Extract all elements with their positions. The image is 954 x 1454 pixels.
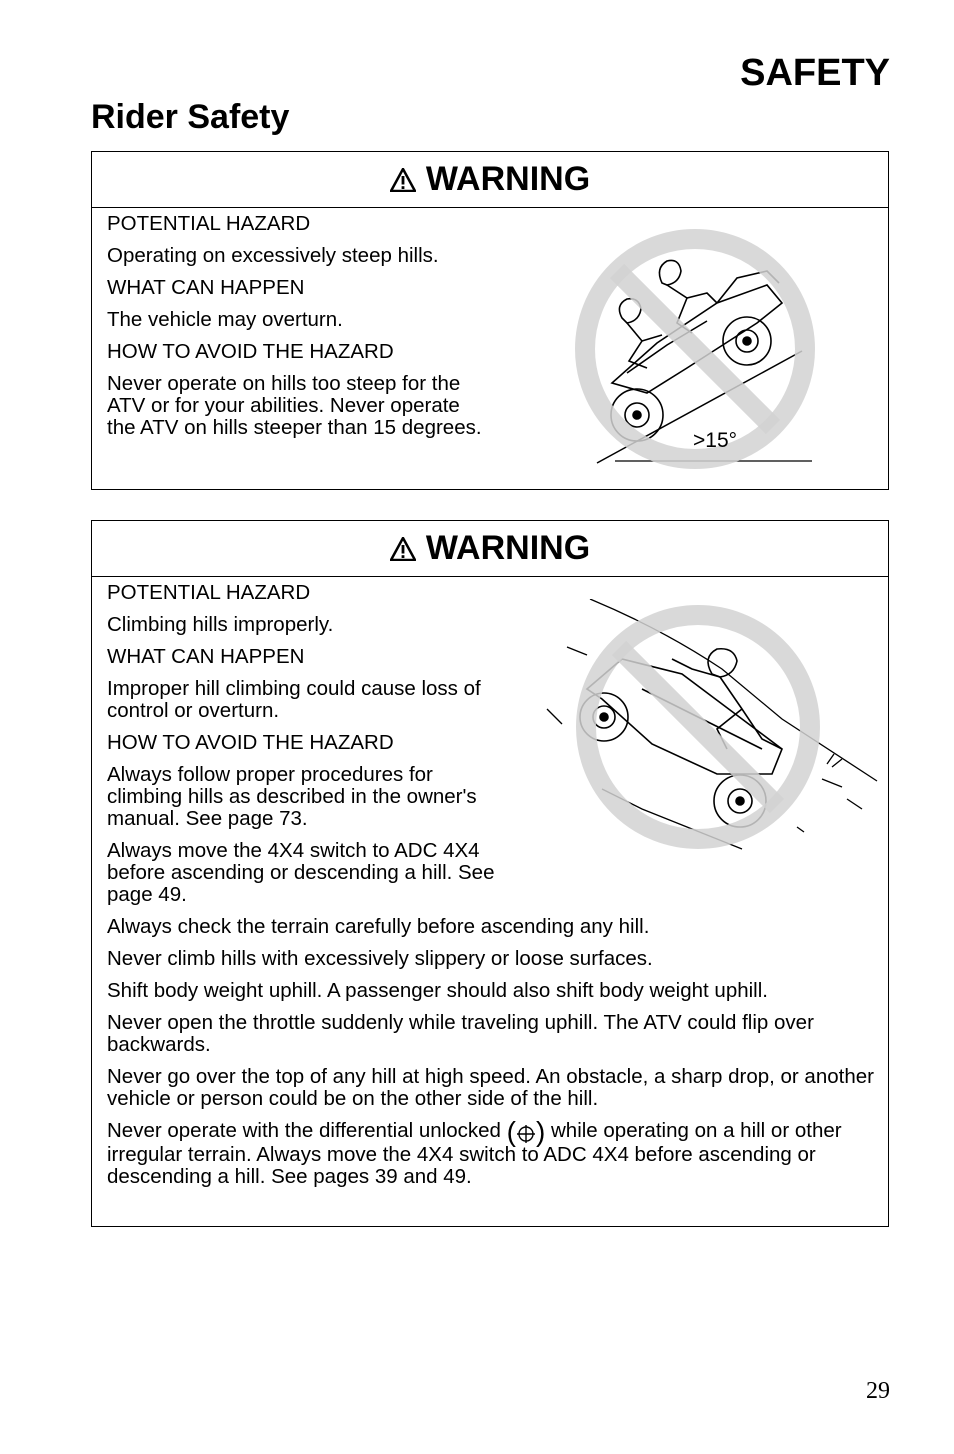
- warning-triangle-icon: [390, 168, 416, 192]
- page-heading: Rider Safety: [91, 98, 290, 136]
- avoid-item-differential: [107, 1116, 874, 1188]
- avoid-item: Shift body weight uphill. A passenger should also shift body weight uphill.: [107, 979, 768, 1002]
- what-can-happen-text: Improper hill climbing could cause loss of control or overturn.: [107, 677, 481, 722]
- how-to-avoid-text: Never operate on hills too steep for the ATV or for your abilities. Never operate the ATV on hills steeper than 15 degrees.: [107, 372, 482, 439]
- warning-box-hill-climbing: [91, 520, 889, 1227]
- avoid-item: Always move the 4X4 switch to ADC 4X4 before ascending or descending a hill. See page 49.: [107, 839, 495, 906]
- section-title: SAFETY: [740, 52, 890, 94]
- warning-body: [92, 577, 888, 1188]
- warning-triangle-icon: [390, 537, 416, 561]
- how-to-avoid-label: HOW TO AVOID THE HAZARD: [107, 340, 394, 363]
- warning-title: WARNING: [425, 529, 591, 567]
- atv-hill-climb-prohibited-icon: [542, 599, 880, 861]
- warning-box-steep-hills: [91, 151, 889, 490]
- warning-header: [92, 152, 888, 208]
- warning-body: [92, 208, 888, 452]
- warning-title: WARNING: [425, 160, 591, 198]
- atv-steep-hill-prohibited-icon: [567, 223, 827, 475]
- what-can-happen-text: The vehicle may overturn.: [107, 308, 343, 331]
- page-number: 29: [866, 1378, 890, 1404]
- avoid-text-before: Never operate with the differential unlocked: [107, 1119, 501, 1142]
- avoid-item: Never go over the top of any hill at high speed. An obstacle, a sharp drop, or another vehicle or person could be on the other side of the hill.: [107, 1065, 874, 1110]
- angle-label: >15°: [693, 429, 738, 452]
- avoid-item: Never climb hills with excessively slippery or loose surfaces.: [107, 947, 653, 970]
- what-can-happen-label: WHAT CAN HAPPEN: [107, 645, 305, 668]
- avoid-item: Never open the throttle suddenly while traveling uphill. The ATV could flip over backwards.: [107, 1011, 814, 1056]
- avoid-item: Always follow proper procedures for climbing hills as described in the owner's manual. See page 73.: [107, 763, 477, 830]
- what-can-happen-label: WHAT CAN HAPPEN: [107, 276, 305, 299]
- hazard-text: Climbing hills improperly.: [107, 613, 334, 636]
- differential-unlocked-icon: ( ): [506, 1116, 546, 1147]
- potential-hazard-label: POTENTIAL HAZARD: [107, 581, 311, 604]
- avoid-text-after: while operating on a hill or other irregular terrain. Always move the 4X4 switch to ADC 4X4 before ascending or descending a hill. See pages 39 and 49.: [107, 1119, 842, 1188]
- warning-header: [92, 521, 888, 577]
- potential-hazard-label: POTENTIAL HAZARD: [107, 212, 311, 235]
- hazard-text: Operating on excessively steep hills.: [107, 244, 439, 267]
- avoid-item: Always check the terrain carefully before ascending any hill.: [107, 915, 650, 938]
- how-to-avoid-label: HOW TO AVOID THE HAZARD: [107, 731, 394, 754]
